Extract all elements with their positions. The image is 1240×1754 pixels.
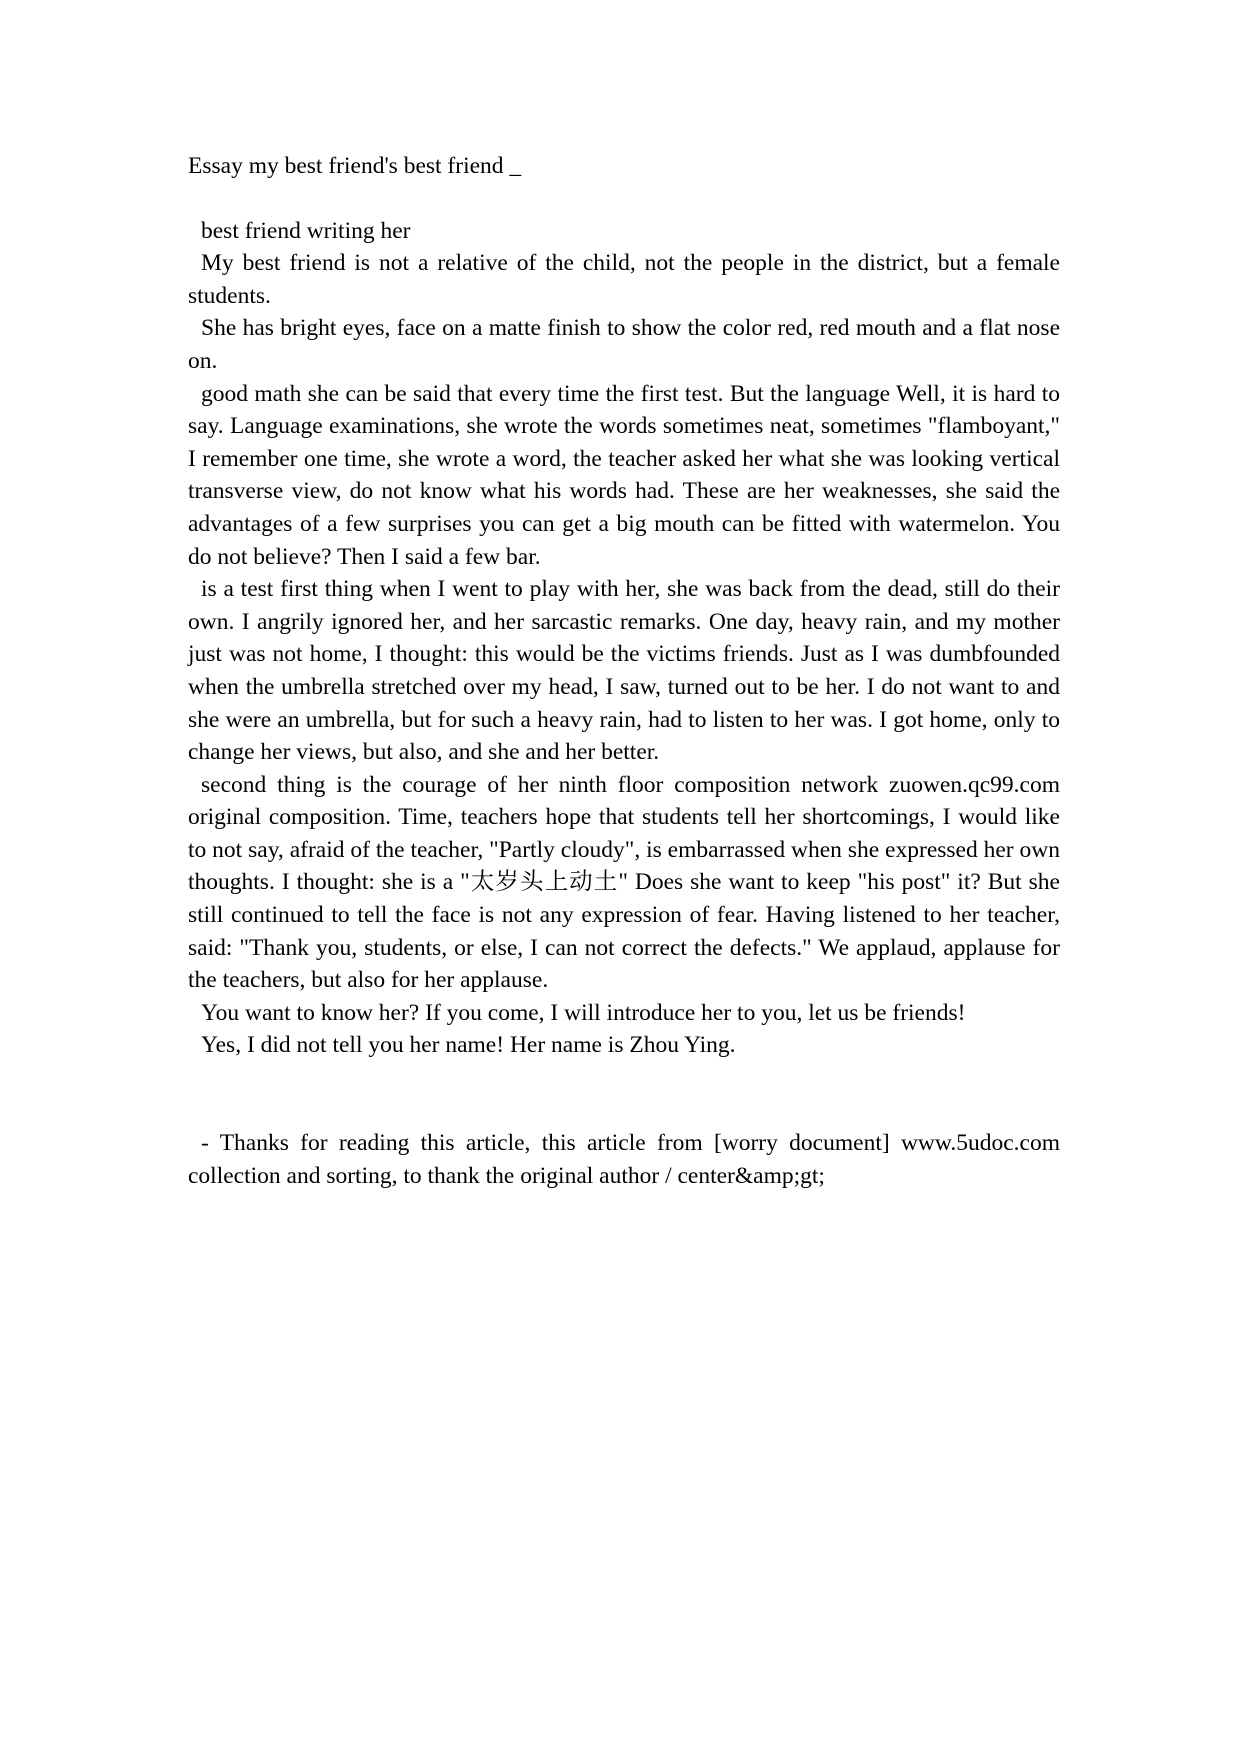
paragraph-8: Yes, I did not tell you her name! Her name is Zhou Ying.	[201, 1032, 736, 1059]
document-body	[188, 150, 1060, 1192]
paragraph-5: is a test first thing when I went to play with her, she was back from the dead, still do their own. I angrily ignored her, and her sarcastic remarks. One day, heavy rain, and my mother just was not home, I thought: this would be the victims friends. Just as I was dumbfounded when the umbrella stretched over my head, I saw, turned out to be her. I do not want to and she were an umbrella, but for such a heavy rain, had to listen to her was. I got home, only to change her views, but also, and she and her better.	[188, 576, 1060, 766]
document-title: Essay my best friend's best friend _	[188, 153, 522, 179]
paragraph-7: You want to know her? If you come, I will introduce her to you, let us be friends!	[201, 999, 966, 1026]
paragraph-3: She has bright eyes, face on a matte finish to show the color red, red mouth and a flat nose on.	[188, 315, 1060, 374]
paragraph-4: good math she can be said that every time the first test. But the language Well, it is hard to say. Language examinations, she wrote the words sometimes neat, sometimes "flamboyant," I remember one time, she wrote a word, the teacher asked her what she was looking vertical transverse view, do not know what his words had. These are her weaknesses, she said the advantages of a few surprises you can get a big mouth can be fitted with watermelon. You do not believe? Then I said a few bar.	[188, 380, 1060, 570]
paragraph-6: second thing is the courage of her ninth floor composition network zuowen.qc99.com original composition. Time, teachers hope that students tell her shortcomings, I would like to not say, afraid of the teacher, "Partly cloudy", is embarrassed when she expressed her own thoughts. I thought: she is a "太岁头上动土" Does she want to keep "his post" it? But she still continued to tell the face is not any expression of fear. Having listened to her teacher, said: "Thank you, students, or else, I can not correct the defects." We applaud, applause for the teachers, but also for her applause.	[188, 771, 1060, 994]
paragraph-1: best friend writing her	[201, 217, 411, 244]
section-gap	[188, 1062, 1060, 1127]
paragraph-2: My best friend is not a relative of the child, not the people in the district, but a female students.	[188, 250, 1060, 309]
source-footer: - Thanks for reading this article, this article from [worry document] www.5udoc.com collection and sorting, to thank the original author / center&amp;gt;	[188, 1130, 1060, 1189]
